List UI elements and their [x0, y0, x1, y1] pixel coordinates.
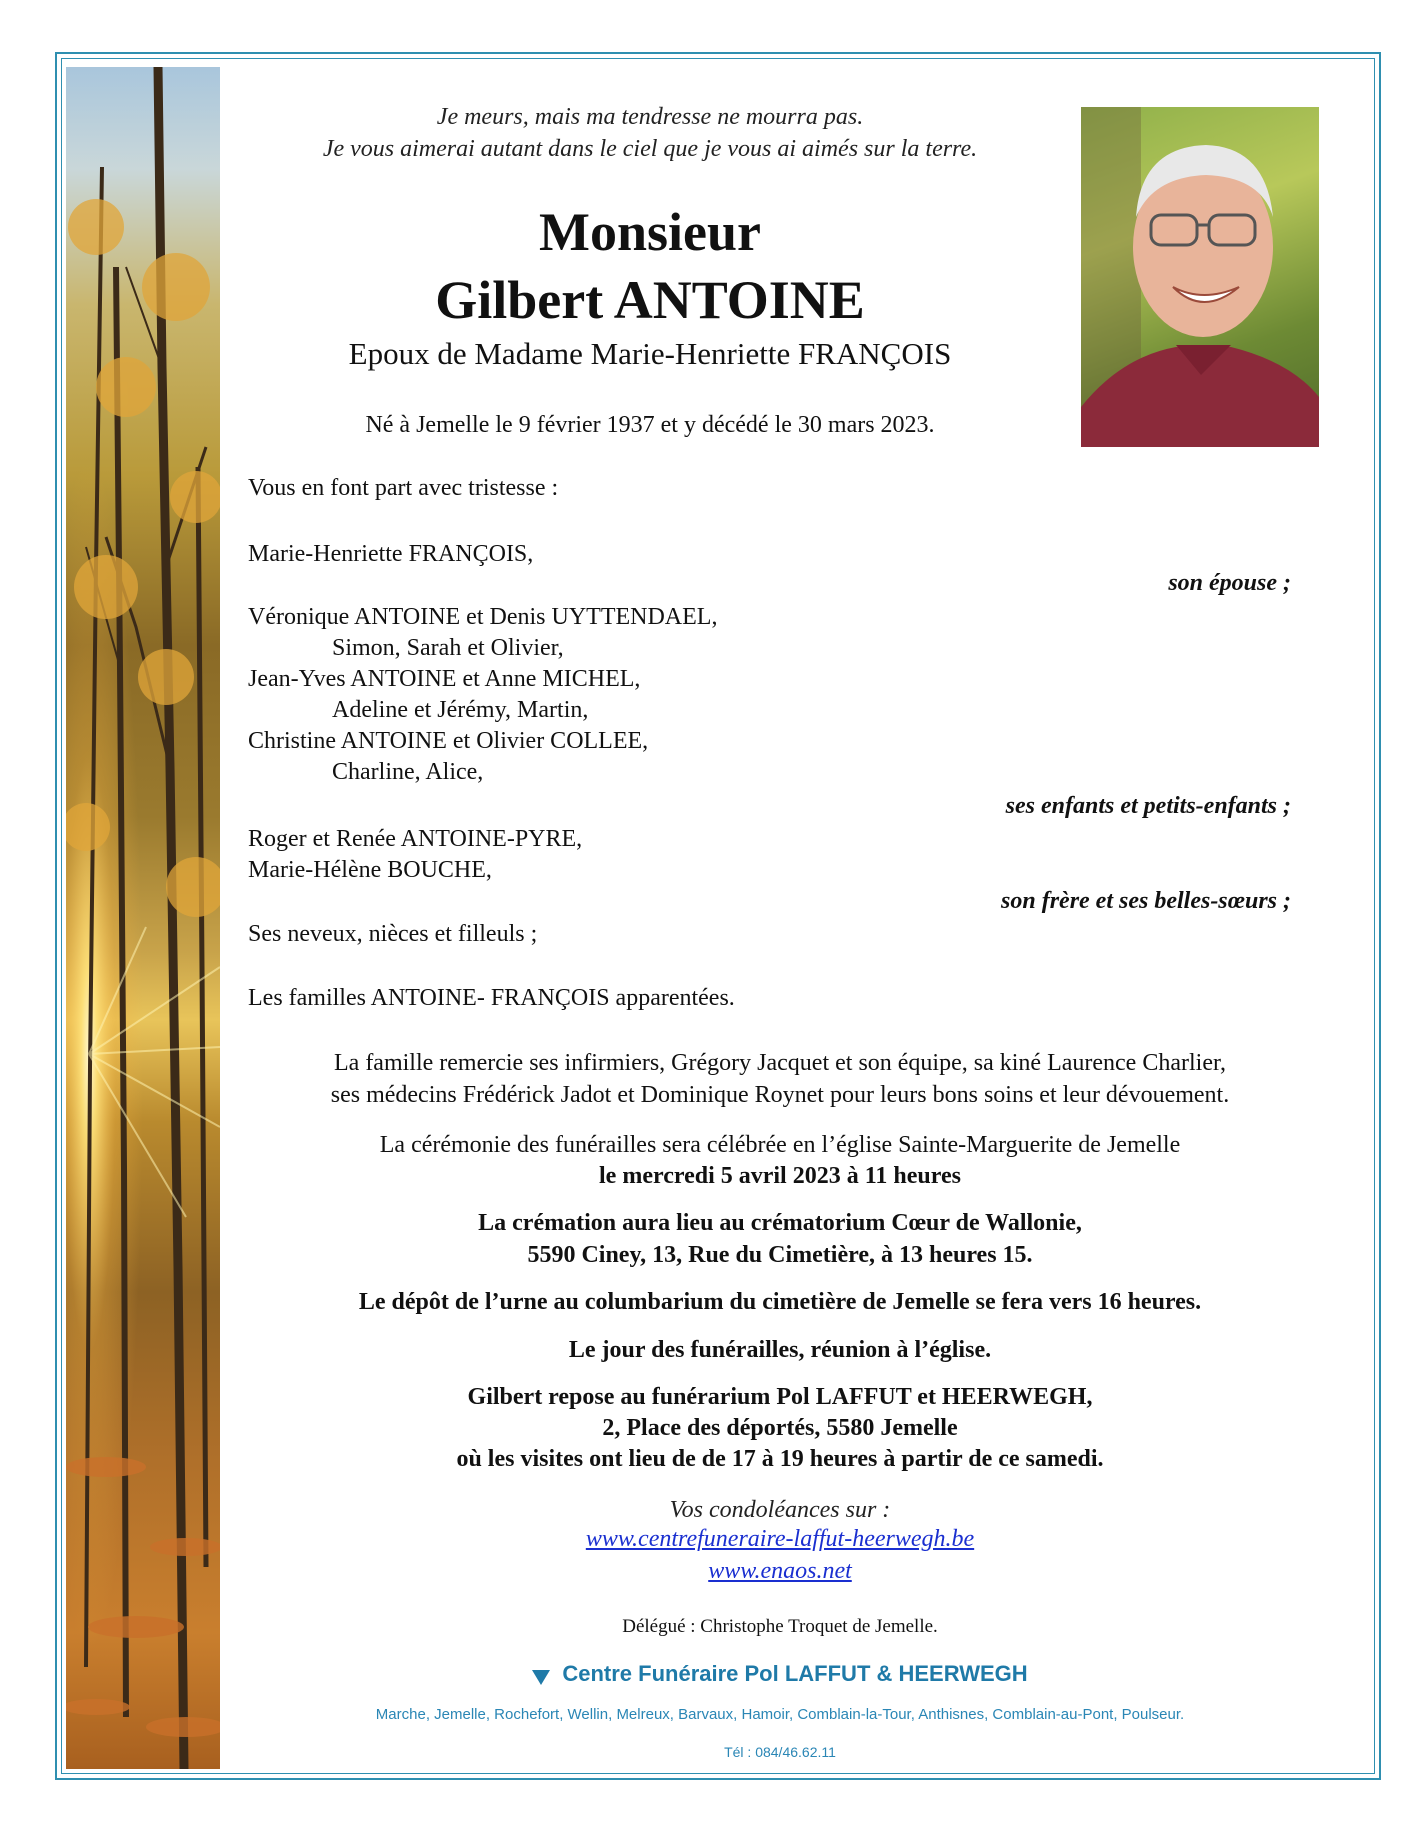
visits-line-1: Gilbert repose au funérarium Pol LAFFUT et HEERWEGH,: [467, 1384, 1093, 1410]
family-line: Marie-Hélène BOUCHE,: [248, 857, 492, 883]
visits-line-2: 2, Place des déportés, 5580 Jemelle: [602, 1415, 958, 1441]
siblings-role: son frère et ses belles-sœurs ;: [1001, 888, 1291, 914]
family-line: Véronique ANTOINE et Denis UYTTENDAEL,: [248, 604, 718, 630]
quote-line-1: Je meurs, mais ma tendresse ne mourra pas.: [436, 104, 864, 130]
spouse-role: son épouse ;: [1168, 570, 1291, 596]
footer-brand: [230, 1661, 1330, 1687]
families-line: Les familles ANTOINE- FRANÇOIS apparentées.: [248, 985, 735, 1011]
condolences-label: Vos condoléances sur :: [669, 1497, 891, 1523]
condolences-link-laffut[interactable]: www.centrefuneraire-laffut-heerwegh.be: [585, 1526, 975, 1552]
urn-deposit-line: Le dépôt de l’urne au columbarium du cimetière de Jemelle se fera vers 16 heures.: [358, 1289, 1202, 1315]
children-role: ses enfants et petits-enfants ;: [1005, 793, 1291, 819]
ceremony-date: le mercredi 5 avril 2023 à 11 heures: [599, 1163, 961, 1189]
deceased-honorific: Monsieur: [539, 202, 761, 262]
nephews-line: Ses neveux, nièces et filleuls ;: [248, 921, 538, 947]
footer-locations: Marche, Jemelle, Rochefort, Wellin, Melreux, Barvaux, Hamoir, Comblain-la-Tour, Anthisnes, Comblain-au-Pont, Poulseur.: [375, 1706, 1185, 1723]
visits-line-3: où les visites ont lieu de de 17 à 19 heures à partir de ce samedi.: [456, 1446, 1104, 1472]
delegate-line: Délégué : Christophe Troquet de Jemelle.: [622, 1616, 938, 1637]
triangle-down-icon: [532, 1670, 550, 1685]
footer-phone: Tél : 084/46.62.11: [724, 1744, 836, 1760]
footer-brand-name: Centre Funéraire Pol LAFFUT & HEERWEGH: [562, 1661, 1028, 1686]
thanks-line-1: La famille remercie ses infirmiers, Grégory Jacquet et son équipe, sa kiné Laurence Charlier,: [334, 1050, 1226, 1076]
cremation-line-2: 5590 Ciney, 13, Rue du Cimetière, à 13 heures 15.: [527, 1242, 1033, 1268]
family-line: Charline, Alice,: [332, 759, 484, 785]
condolences-link-enaos[interactable]: www.enaos.net: [708, 1558, 852, 1584]
family-line: Simon, Sarah et Olivier,: [332, 635, 564, 661]
autumn-forest-image: [66, 67, 220, 1769]
spouse-name: Marie-Henriette FRANÇOIS,: [248, 541, 534, 567]
portrait-photo: [1081, 107, 1319, 447]
family-line: Jean-Yves ANTOINE et Anne MICHEL,: [248, 666, 641, 692]
cremation-line-1: La crémation aura lieu au crématorium Cœur de Wallonie,: [478, 1210, 1082, 1236]
announcement-intro: Vous en font part avec tristesse :: [248, 475, 559, 501]
quote-line-2: Je vous aimerai autant dans le ciel que je vous ai aimés sur la terre.: [322, 136, 978, 162]
reunion-line: Le jour des funérailles, réunion à l’église.: [568, 1337, 992, 1363]
birth-death-dates: Né à Jemelle le 9 février 1937 et y décédé le 30 mars 2023.: [365, 412, 935, 438]
family-line: Roger et Renée ANTOINE-PYRE,: [248, 826, 583, 852]
spouse-line: Epoux de Madame Marie-Henriette FRANÇOIS: [348, 336, 952, 371]
ceremony-line-1: La cérémonie des funérailles sera célébrée en l’église Sainte-Marguerite de Jemelle: [379, 1132, 1181, 1158]
family-line: Christine ANTOINE et Olivier COLLEE,: [248, 728, 649, 754]
thanks-line-2: ses médecins Frédérick Jadot et Dominique Roynet pour leurs bons soins et leur dévouement.: [330, 1082, 1230, 1108]
family-line: Adeline et Jérémy, Martin,: [332, 697, 589, 723]
deceased-name: Gilbert ANTOINE: [435, 270, 865, 330]
